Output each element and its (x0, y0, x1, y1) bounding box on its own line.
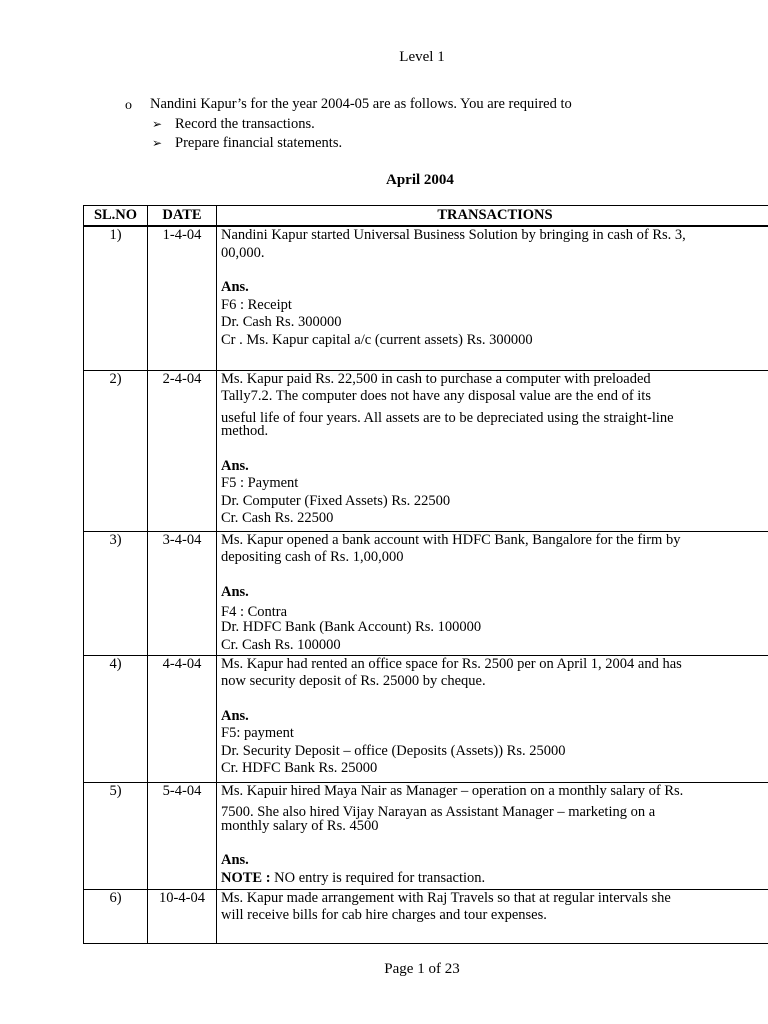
table-row (84, 370, 768, 531)
description-line: monthly salary of Rs. 4500 (221, 817, 379, 834)
column-header-date: DATE (148, 206, 217, 227)
transaction-date: 4-4-04 (148, 655, 217, 782)
page-number: Page 1 of 23 (384, 961, 460, 977)
answer-label: Ans. (221, 279, 249, 295)
note-text: NO entry is required for transaction. (270, 869, 486, 886)
transaction-date: 10-4-04 (148, 889, 217, 943)
serial-number: 1) (84, 226, 148, 370)
instructions (125, 95, 745, 153)
transaction-cell (217, 226, 768, 370)
transaction-cell (217, 889, 768, 943)
entry-line: F4 : Contra (221, 604, 288, 620)
description-line: Ms. Kapur opened a bank account with HDFC Bank, Bangalore for the firm by (221, 531, 681, 548)
serial-number: 2) (84, 370, 148, 531)
description-line: Tally7.2. The computer does not have any disposal value are the end of its (221, 388, 651, 404)
answer-label: Ans. (221, 457, 249, 474)
transaction-cell (217, 655, 768, 782)
entry-line: Cr. Cash Rs. 100000 (221, 636, 341, 653)
transaction-date: 3-4-04 (148, 531, 217, 655)
entry-line: Cr. Cash Rs. 22500 (221, 510, 334, 526)
note-line (221, 870, 768, 888)
transactions-table (83, 205, 768, 944)
note-label: NOTE : (221, 869, 271, 886)
page-heading: Level 1 (399, 49, 445, 65)
task-item (125, 115, 745, 134)
transaction-date: 1-4-04 (148, 226, 217, 370)
entry-line: F5: payment (221, 725, 294, 741)
entry-line: Cr . Ms. Kapur capital a/c (current assets) Rs. 300000 (221, 331, 533, 348)
task-text: Prepare financial statements. (175, 135, 343, 151)
table-row (84, 782, 768, 889)
entry-line: F5 : Payment (221, 475, 299, 491)
serial-number: 5) (84, 782, 148, 889)
transaction-date: 2-4-04 (148, 370, 217, 531)
month-heading: April 2004 (386, 172, 454, 188)
description-line: Ms. Kapur made arrangement with Raj Travels so that at regular intervals she (221, 889, 671, 906)
description-line: Ms. Kapur paid Rs. 22,500 in cash to purchase a computer with preloaded (221, 370, 651, 387)
description-line: Ms. Kapuir hired Maya Nair as Manager – operation on a monthly salary of Rs. (221, 782, 684, 799)
description-line: method. (221, 423, 269, 439)
answer-label: Ans. (221, 583, 249, 600)
transaction-cell (217, 782, 768, 889)
serial-number: 4) (84, 655, 148, 782)
task-item (125, 134, 745, 153)
entry-line: Dr. Security Deposit – office (Deposits (Assets)) Rs. 25000 (221, 742, 566, 759)
description-line: 00,000. (221, 244, 265, 261)
description-line: 7500. She also hired Vijay Narayan as Assistant Manager – marketing on a (221, 804, 656, 820)
entry-line: Dr. Cash Rs. 300000 (221, 314, 342, 330)
column-header-slno: SL.NO (84, 206, 148, 227)
circle-bullet-icon: o (125, 98, 132, 113)
arrow-bullet-icon: ➢ (152, 117, 163, 131)
description-line: useful life of four years. All assets are to be depreciated using the straight-line (221, 409, 674, 426)
table-header-row (84, 206, 768, 227)
table-row (84, 889, 768, 943)
transaction-cell (217, 531, 768, 655)
description-line: Nandini Kapur started Universal Business Solution by bringing in cash of Rs. 3, (221, 227, 686, 243)
table-row (84, 531, 768, 655)
description-line: Ms. Kapur had rented an office space for Rs. 2500 per on April 1, 2004 and has (221, 655, 682, 672)
task-text: Record the transactions. (175, 116, 315, 132)
entry-line: Dr. HDFC Bank (Bank Account) Rs. 100000 (221, 619, 482, 635)
description-line: now security deposit of Rs. 25000 by cheque. (221, 673, 486, 689)
serial-number: 3) (84, 531, 148, 655)
column-header-transactions: TRANSACTIONS (217, 206, 768, 227)
entry-line: Cr. HDFC Bank Rs. 25000 (221, 760, 378, 776)
entry-line: F6 : Receipt (221, 296, 292, 313)
transaction-cell (217, 370, 768, 531)
description-line: depositing cash of Rs. 1,00,000 (221, 549, 404, 565)
entry-line: Dr. Computer (Fixed Assets) Rs. 22500 (221, 492, 451, 509)
table-row (84, 226, 768, 370)
serial-number: 6) (84, 889, 148, 943)
answer-label: Ans. (221, 852, 249, 868)
intro-text: Nandini Kapur’s for the year 2004-05 are as follows. You are required to (150, 96, 572, 112)
table-row (84, 655, 768, 782)
transaction-date: 5-4-04 (148, 782, 217, 889)
answer-label: Ans. (221, 707, 249, 724)
intro-line (125, 95, 745, 115)
arrow-bullet-icon: ➢ (152, 136, 163, 150)
description-line: will receive bills for cab hire charges and tour expenses. (221, 907, 547, 923)
